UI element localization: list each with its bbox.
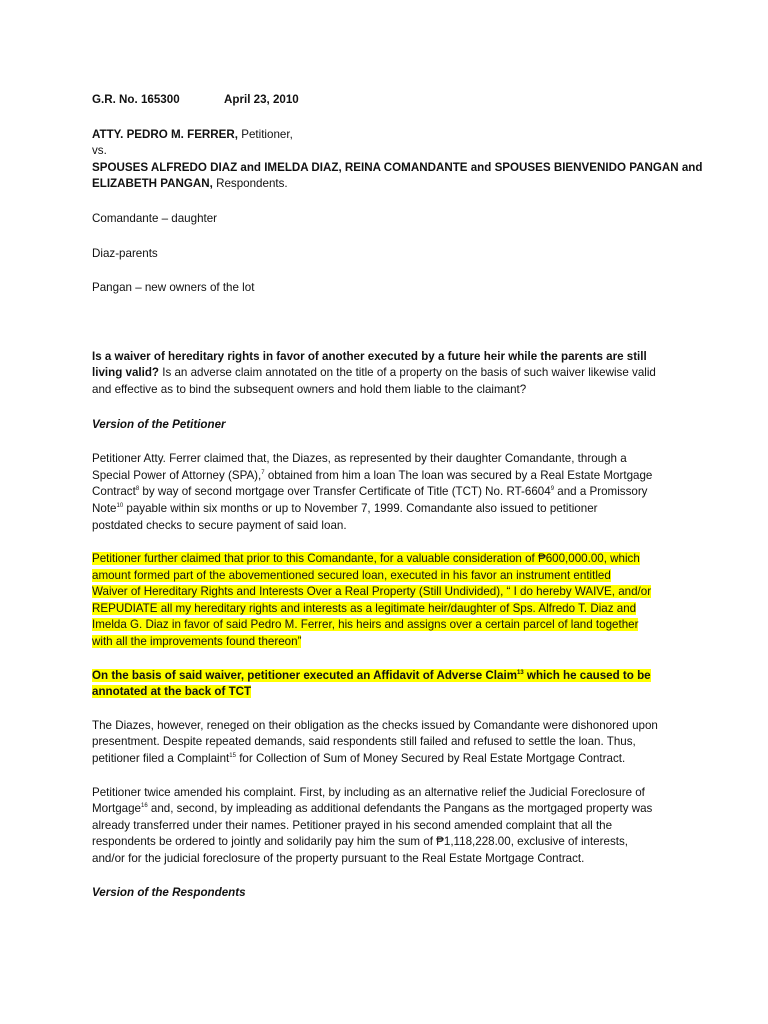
p5-line-2 bbox=[92, 801, 672, 818]
p1-line-3 bbox=[92, 484, 672, 501]
p1-line-3-a: Contract bbox=[92, 485, 136, 499]
footnote-ref: 9 bbox=[550, 486, 555, 493]
petitioner-name: ATTY. PEDRO M. FERRER, bbox=[92, 127, 239, 141]
p3-line-1-a: On the basis of said waiver, petitioner executed an Affidavit of Adverse Claim bbox=[92, 668, 518, 682]
footnote-ref: 15 bbox=[229, 753, 236, 760]
footnote-ref: 8 bbox=[135, 486, 140, 493]
footnote-ref: 7 bbox=[261, 469, 265, 476]
p1-line-2 bbox=[92, 468, 672, 485]
p1-line-2-b: obtained from him a loan The loan was secured by a Real Estate Mortgage bbox=[264, 468, 653, 482]
case-date: April 23, 2010 bbox=[224, 93, 299, 106]
p5-line-3: already transferred under their names. Petitioner prayed in his second amended complaint that all the bbox=[92, 818, 613, 832]
versus-text: vs. bbox=[92, 144, 107, 158]
highlighted-text bbox=[92, 669, 651, 682]
p5-line-2-b: and, second, by impleading as additional defendants the Pangans as the mortgaged property was bbox=[147, 802, 653, 816]
p5-line-1: Petitioner twice amended his complaint. First, by including as an alternative relief the Judicial Foreclosure of bbox=[92, 785, 645, 799]
p4-line-3-b: for Collection of Sum of Money Secured by Real Estate Mortgage Contract. bbox=[235, 752, 626, 766]
issue-line-2-bold: living valid? bbox=[92, 366, 159, 380]
petitioner-line bbox=[92, 127, 672, 144]
p2-line-2 bbox=[92, 568, 672, 585]
p1-line-4-b: payable within six months or up to November 7, 1999. Comandante also issued to petitioner bbox=[123, 501, 598, 515]
footnote-ref: 10 bbox=[116, 502, 124, 509]
issue-line-3: and effective as to bind the subsequent owners and hold them liable to the claimant? bbox=[92, 382, 527, 396]
p4-line-3 bbox=[92, 751, 672, 768]
p2-line-5 bbox=[92, 617, 672, 634]
highlighted-text: Waiver of Hereditary Rights and Interests Over a Real Property (Still Undivided), “ I do hereby WAIVE, and/or bbox=[92, 585, 652, 599]
respondents-line-2 bbox=[92, 176, 672, 193]
case-number: G.R. No. 165300 bbox=[92, 93, 180, 106]
respondents-name-cont: ELIZABETH PANGAN, bbox=[92, 177, 213, 191]
p1-line-4 bbox=[92, 501, 672, 518]
footnote-ref: 16 bbox=[140, 803, 148, 810]
p1-line-3-c: and a Promissory bbox=[554, 485, 648, 499]
issue-line-2-rest: Is an adverse claim annotated on the title of a property on the basis of such waiver likewise valid bbox=[159, 366, 656, 380]
highlighted-text: amount formed part of the abovementioned secured loan, executed in his favor an instrument entitled bbox=[92, 568, 611, 582]
p1-line-5: postdated checks to secure payment of said loan. bbox=[92, 518, 347, 532]
p3-line-1 bbox=[92, 668, 672, 685]
p3-line-2 bbox=[92, 684, 672, 701]
p2-line-4 bbox=[92, 601, 672, 618]
highlighted-text: with all the improvements found thereon” bbox=[92, 635, 302, 649]
p2-line-1 bbox=[92, 551, 672, 568]
p2-line-3 bbox=[92, 584, 672, 601]
petitioner-role: Petitioner, bbox=[238, 127, 293, 141]
footnote-ref: 13 bbox=[517, 669, 524, 676]
respondents-line-1: SPOUSES ALFREDO DIAZ and IMELDA DIAZ, REINA COMANDANTE and SPOUSES BIENVENIDO PANGAN and bbox=[92, 160, 703, 174]
issue-line-1: Is a waiver of hereditary rights in favor of another executed by a future heir while the parents are still bbox=[92, 349, 647, 363]
note-pangan: Pangan – new owners of the lot bbox=[92, 281, 255, 295]
highlighted-text: Imelda G. Diaz in favor of said Pedro M. Ferrer, his heirs and assigns over a certain parcel of land together bbox=[92, 618, 639, 632]
heading-version-respondents: Version of the Respondents bbox=[92, 885, 246, 899]
p1-line-1: Petitioner Atty. Ferrer claimed that, the Diazes, as represented by their daughter Comandante, through a bbox=[92, 452, 627, 466]
p4-line-3-a: petitioner filed a Complaint bbox=[92, 752, 230, 766]
respondents-role: Respondents. bbox=[212, 177, 288, 191]
p3-line-1-b: which he caused to be bbox=[523, 668, 651, 682]
p1-line-4-a: Note bbox=[92, 501, 117, 515]
highlighted-text: annotated at the back of TCT bbox=[92, 685, 252, 699]
p1-line-2-a: Special Power of Attorney (SPA), bbox=[92, 468, 262, 482]
highlighted-text: Petitioner further claimed that prior to this Comandante, for a valuable consideration of ₱600,000.00, which bbox=[92, 552, 640, 566]
p1-line-3-b: by way of second mortgage over Transfer Certificate of Title (TCT) No. RT-6604 bbox=[139, 485, 551, 499]
p5-line-2-a: Mortgage bbox=[92, 802, 141, 816]
p4-line-1: The Diazes, however, reneged on their obligation as the checks issued by Comandante were dishonored upon bbox=[92, 718, 658, 732]
issue-line-2 bbox=[92, 365, 672, 382]
note-diaz: Diaz-parents bbox=[92, 246, 158, 260]
note-comandante: Comandante – daughter bbox=[92, 211, 218, 225]
highlighted-text: REPUDIATE all my hereditary rights and interests as a legitimate heir/daughter of Sps. Alfredo T. Diaz and bbox=[92, 601, 637, 615]
p4-line-2: presentment. Despite repeated demands, said respondents still failed and refused to settle the loan. Thus, bbox=[92, 735, 636, 749]
p2-line-6 bbox=[92, 634, 672, 651]
case-header bbox=[92, 92, 672, 109]
heading-version-petitioner: Version of the Petitioner bbox=[92, 417, 226, 431]
p5-line-4: respondents be ordered to jointly and solidarily pay him the sum of ₱1,118,228.00, exclusive of interests, bbox=[92, 835, 628, 849]
p5-line-5: and/or for the judicial foreclosure of the property pursuant to the Real Estate Mortgage Contract. bbox=[92, 852, 585, 865]
